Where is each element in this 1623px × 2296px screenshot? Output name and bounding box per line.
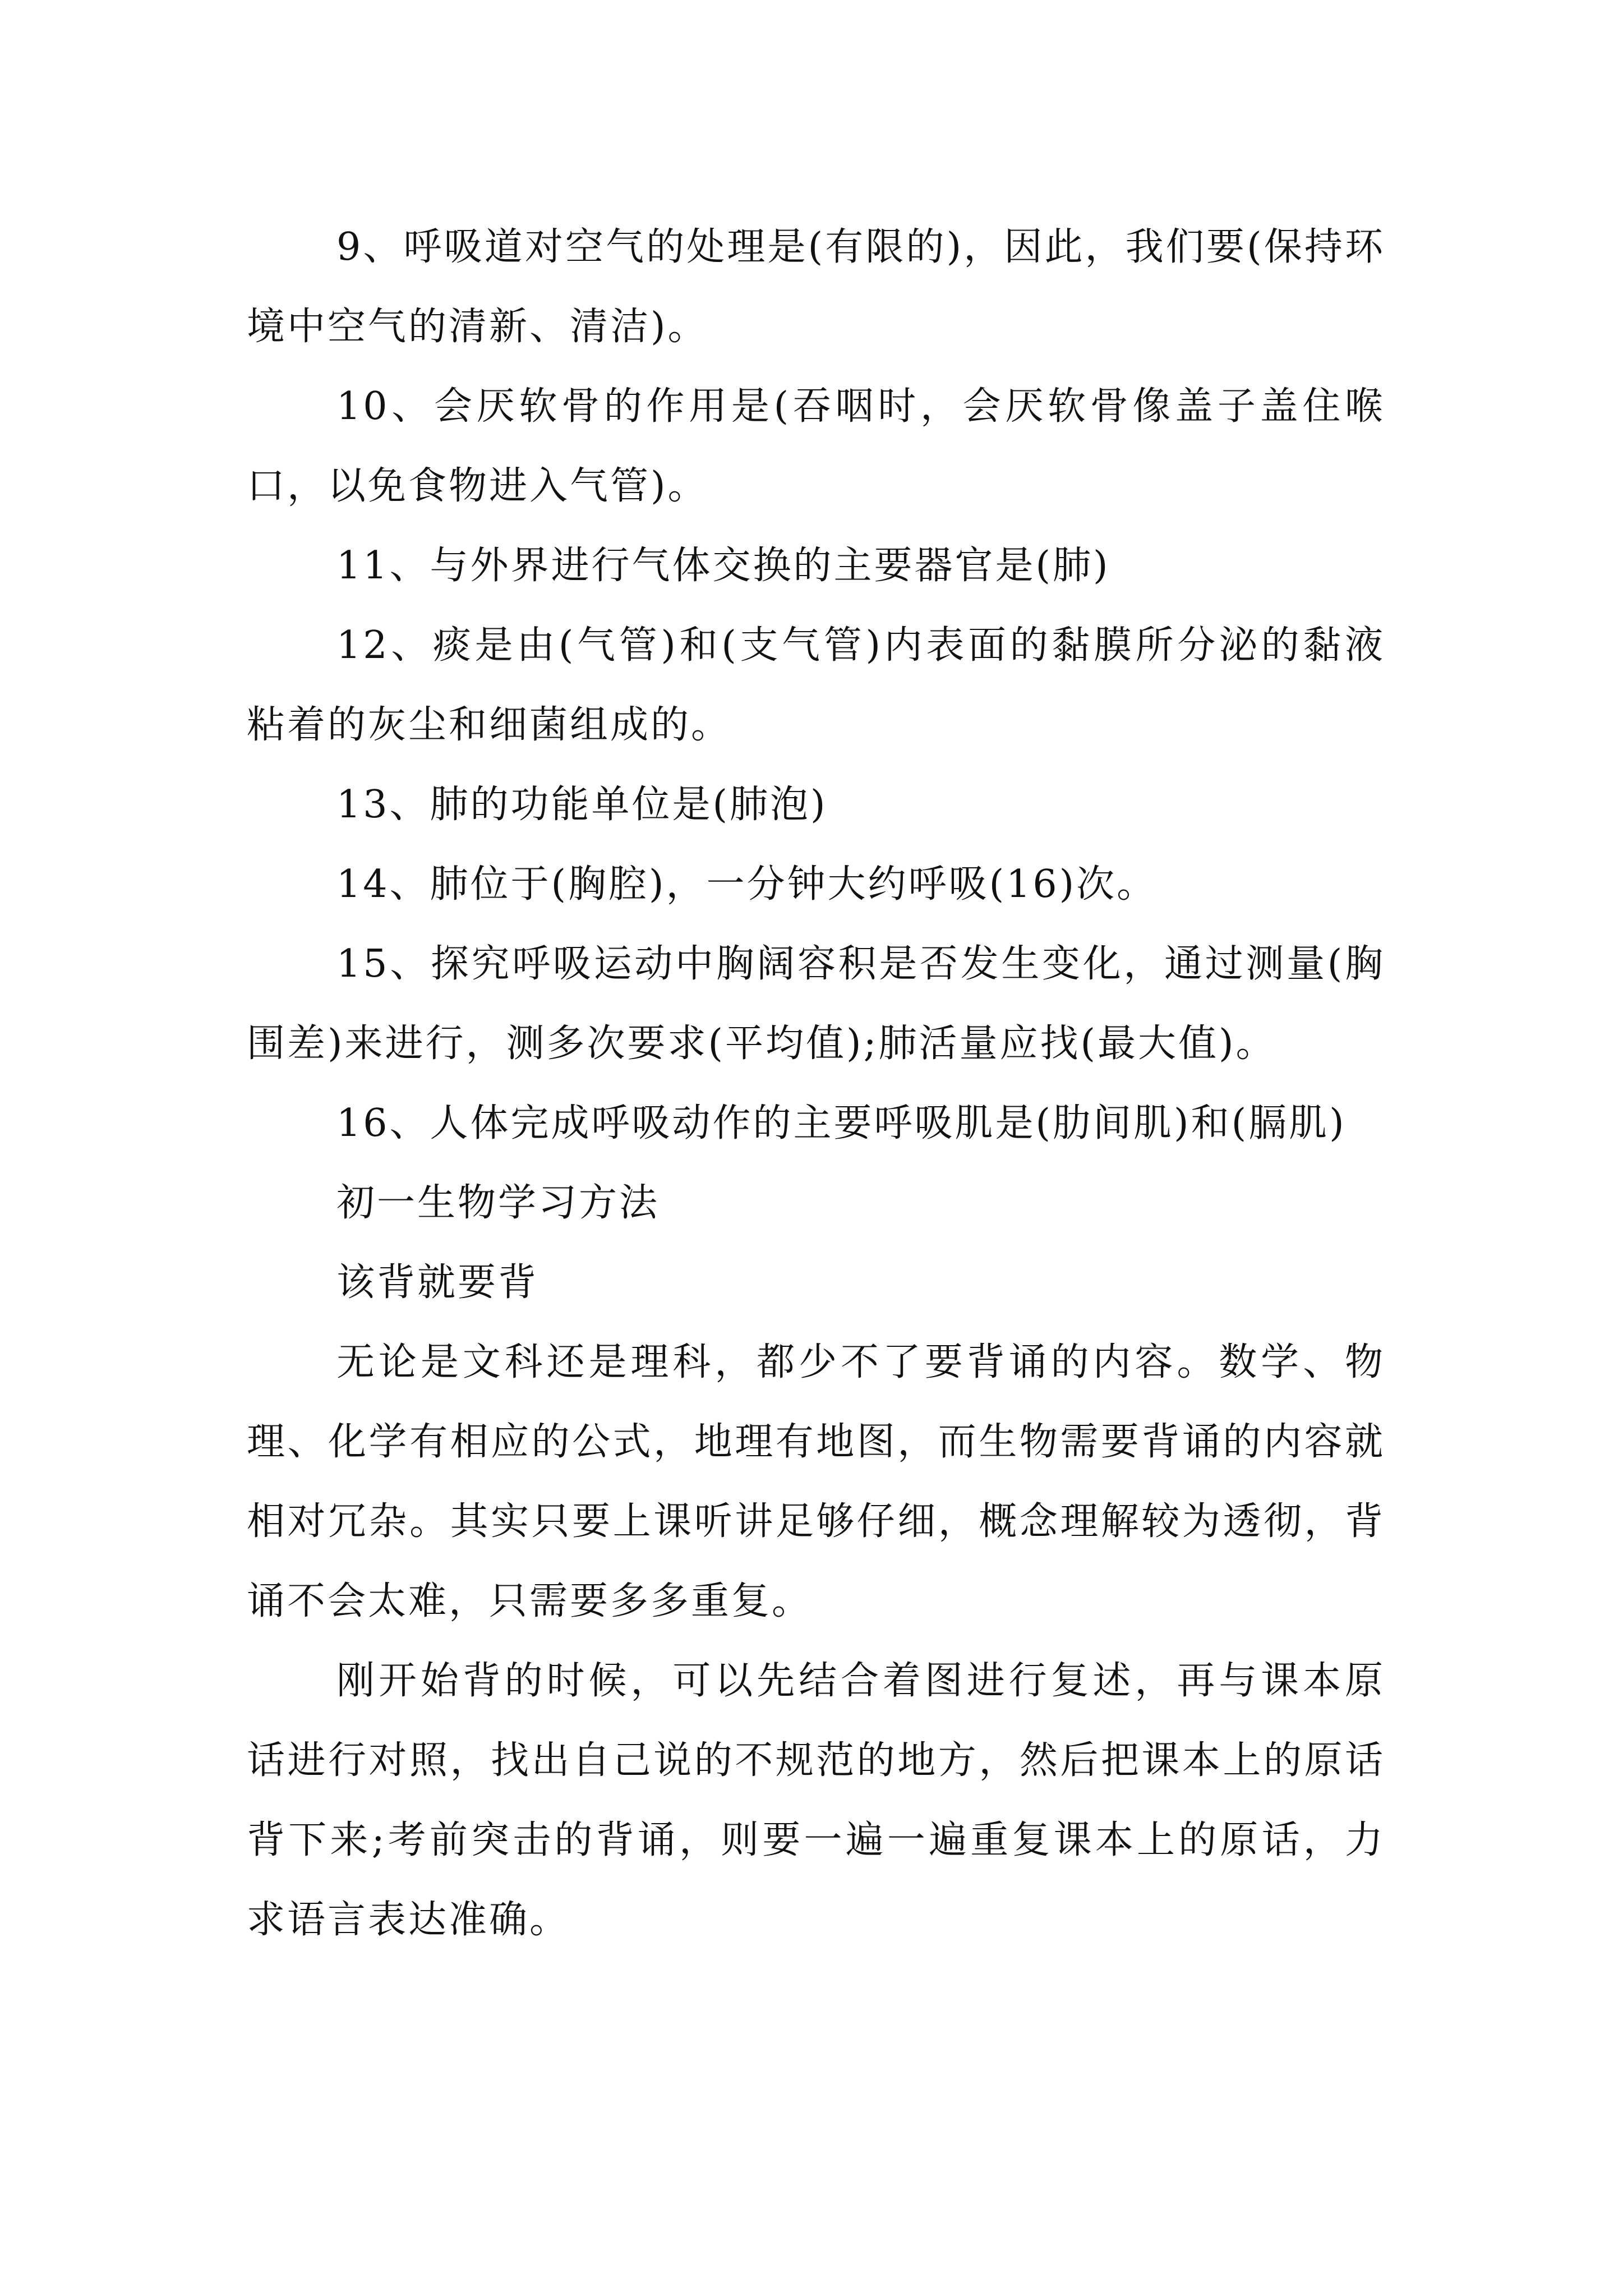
subsection-heading: 该背就要背 bbox=[336, 1260, 539, 1305]
body-paragraph-memorization: 无论是文科还是理科，都少不了要背诵的内容。数学、物理、化学有相应的公式，地理有地图，而生物需要背诵的内容就相对冗杂。其实只要上课听讲足够仔细，概念理解较为透彻，背诵不会太难，只需要多多重复。 bbox=[247, 1340, 1385, 1623]
paragraph-q10: 10、会厌软骨的作用是(吞咽时，会厌软骨像盖子盖住喉口，以免食物进入气管)。 bbox=[247, 384, 1385, 508]
paragraph-q15: 15、探究呼吸运动中胸阔容积是否发生变化，通过测量(胸围差)来进行，测多次要求(平均值);肺活量应找(最大值)。 bbox=[247, 942, 1385, 1066]
section-heading: 初一生物学习方法 bbox=[336, 1181, 660, 1225]
paragraph-q13: 13、肺的功能单位是(肺泡) bbox=[336, 783, 828, 827]
paragraph-q9: 9、呼吸道对空气的处理是(有限的)，因此，我们要(保持环境中空气的清新、清洁)。 bbox=[247, 225, 1385, 349]
document-body bbox=[247, 208, 1385, 1960]
paragraph-q16: 16、人体完成呼吸动作的主要呼吸肌是(肋间肌)和(膈肌) bbox=[336, 1101, 1347, 1145]
paragraph-q12: 12、痰是由(气管)和(支气管)内表面的黏膜所分泌的黏液粘着的灰尘和细菌组成的。 bbox=[247, 623, 1385, 747]
paragraph-q14: 14、肺位于(胸腔)，一分钟大约呼吸(16)次。 bbox=[336, 862, 1158, 907]
paragraph-q11: 11、与外界进行气体交换的主要器官是(肺) bbox=[336, 544, 1110, 588]
body-paragraph-method: 刚开始背的时候，可以先结合着图进行复述，再与课本原话进行对照，找出自己说的不规范的地方，然后把课本上的原话背下来;考前突击的背诵，则要一遍一遍重复课本上的原话，力求语言表达准确。 bbox=[247, 1659, 1385, 1942]
